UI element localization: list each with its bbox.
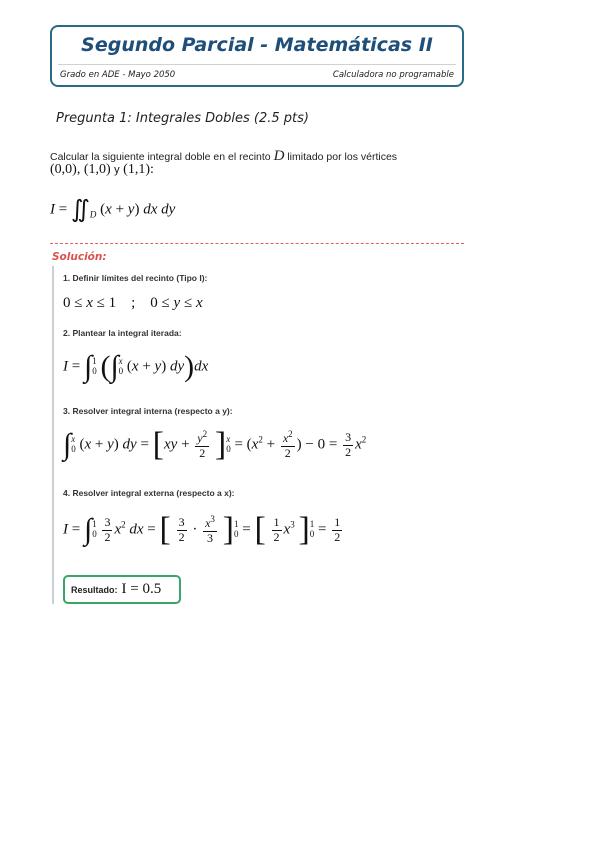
step-4-heading: 4. Resolver integral externa (respecto a x): [63, 488, 235, 498]
step-1-formula: 0 ≤ x ≤ 1 ; 0 ≤ y ≤ x [63, 295, 203, 311]
statement-text: Calcular la siguiente integral doble en el recinto [50, 151, 271, 163]
step-1-heading: 1. Definir límites del recinto (Tipo I): [63, 273, 208, 283]
result-label: Resultado: [71, 584, 118, 595]
question-title: Pregunta 1: Integrales Dobles (2.5 pts) [56, 111, 309, 126]
main-integral-formula: $I = ∬_D$ (x + y) dx dy [50, 197, 176, 223]
vertices-list: (0,0), (1,0) [50, 162, 111, 177]
step-4-formula: I = ∫ 1 0 $\frac{3}{2}$ $x^2$ dx = [ $\frac{3}{2}$ · $\frac{x^3}{3}$ ] 1 0 = [ $\frac{1}{2}$ $x^3$ ] 1 0 = $\frac{1}{2}$ [63, 511, 341, 548]
vertices-last: (1,1): [123, 162, 154, 177]
calculator-note: Calculadora no programable [332, 70, 454, 80]
solution-accent-bar [52, 266, 54, 604]
statement-tail: limitado por los vértices [287, 151, 398, 163]
step-3-heading: 3. Resolver integral interna (respecto a y): [63, 406, 233, 416]
vertices-connector: y [114, 164, 120, 176]
vertices [50, 162, 154, 178]
result-box [63, 575, 181, 604]
solution-label: Solución: [52, 251, 107, 263]
course-date: Grado en ADE - Mayo 2050 [60, 70, 176, 80]
exam-header [50, 25, 464, 87]
result-value: I = 0.5 [121, 581, 162, 597]
exam-title: Segundo Parcial - Matemáticas II [81, 34, 433, 56]
step-3-formula: ∫ x 0 (x + y) dy = [xy + $\frac{y^2}{2}$ ] x 0 = ($x^2$ + $\frac{x^2}{2}$ ) − 0 = $\frac{3}{2}$ $x^2$ [63, 426, 367, 463]
header-divider [58, 64, 456, 65]
section-divider [50, 243, 464, 244]
step-2-formula: I = ∫ 1 0 (∫ x 0 (x + y) dy)dx [63, 350, 209, 383]
region-symbol: D [273, 148, 285, 164]
step-2-heading: 2. Plantear la integral iterada: [63, 328, 182, 338]
